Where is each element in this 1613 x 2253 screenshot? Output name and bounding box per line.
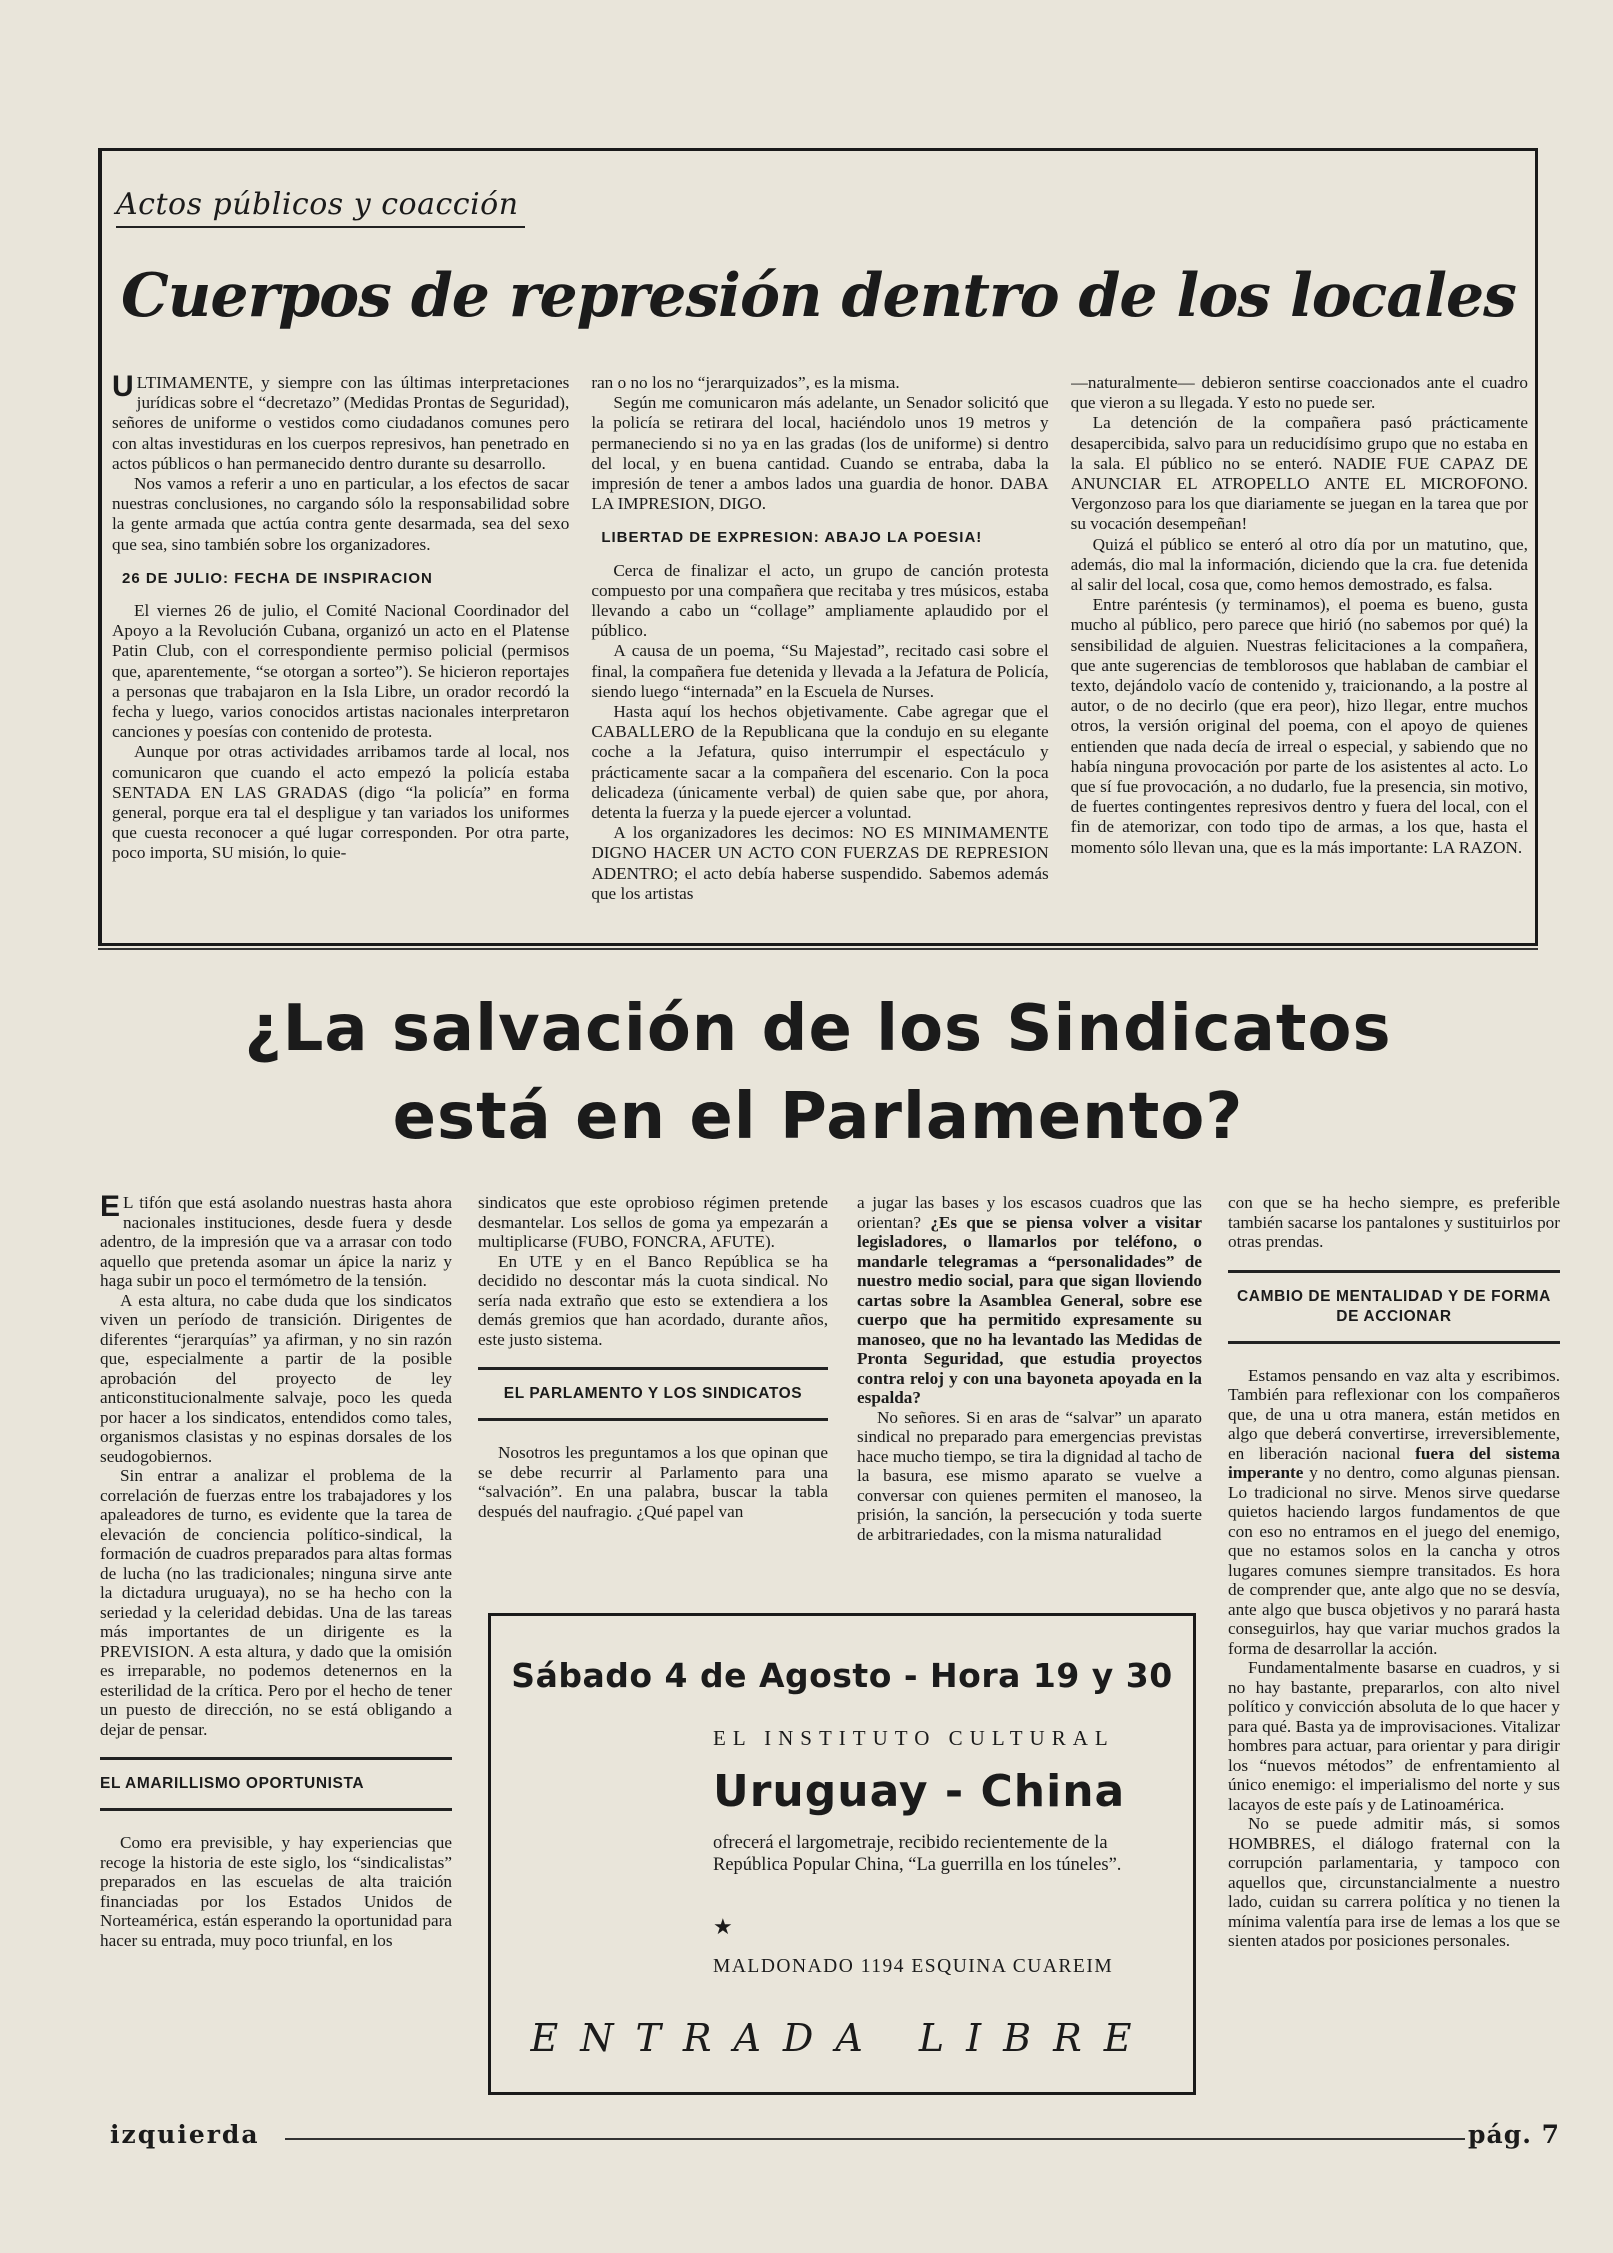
ad-organization-name: Uruguay - China	[713, 1766, 1126, 1817]
page-footer	[110, 2120, 1560, 2154]
ad-address: MALDONADO 1194 ESQUINA CUAREIM	[713, 1956, 1114, 1977]
paragraph: Quizá el público se enteró al otro día por un matutino, que, además, dio mal la información, diciendo que la cra. fue detenida al salir del local, cosa que, como hemos demostrado, es falsa.	[1070, 534, 1528, 595]
paragraph: ULTIMAMENTE, y siempre con las últimas interpretaciones jurídicas sobre el “decretazo” (Medidas Prontas de Seguridad), señores de uniforme o vestidos como ciudadanos comunes pero con altas investiduras en los cuerpos represivos, han penetrado en actos públicos o han permanecido dentro durante su desarrollo.	[112, 373, 570, 473]
headline-line: está en el Parlamento?	[392, 1080, 1244, 1154]
publication-name: izquierda	[110, 2120, 260, 2149]
article-column-1	[112, 373, 569, 933]
article-column-2	[591, 373, 1048, 933]
article-box-actos-publicos	[98, 148, 1538, 946]
star-icon: ★	[713, 1914, 733, 1939]
paragraph: Como era previsible, y hay experiencias que recoge la historia de este siglo, los “sindicalistas” preparados en las escuelas de alta traición financiadas por los Estados Unidos de Norteamérica, están esperando la oportunidad para hacer su entrada, muy poco triunfal, en los	[100, 1833, 452, 1950]
divider	[98, 948, 1538, 950]
drop-cap: U	[112, 373, 134, 403]
article-column-3	[1071, 373, 1528, 933]
subheading: EL AMARILLISMO OPORTUNISTA	[100, 1757, 452, 1811]
article-column-1	[100, 1193, 452, 2105]
article-column-4	[1228, 1193, 1560, 2105]
drop-cap: E	[100, 1193, 121, 1223]
paragraph: a jugar las bases y los escasos cuadros que las orientan? ¿Es que se piensa volver a visitar legisladores, o llamarlos por teléfono, o mandarle telegramas a “personalidades” de nuestro medio social, para que sigan lloviendo cartas sobre la Asamblea General, sobre ese cuerpo que ha permitido expresamente su manoseo, que no ha levantado las Medidas de Pronta Seguridad, que estudia proyectos contra reloj y con una bayoneta apoyada en la espalda?	[857, 1193, 1202, 1407]
ad-entry: ENTRADA LIBRE	[530, 2016, 1154, 2060]
paragraph: Nos vamos a referir a uno en particular, a los efectos de sacar nuestras conclusiones, no cargando sólo la responsabilidad sobre la gente armada que actúa contra gente desarmada, sea del sexo que sea, sino también sobre los organizadores.	[112, 474, 570, 554]
paragraph: A esta altura, no cabe duda que los sindicatos viven un período de transición. Dirigentes de diferentes “jerarquías” ya afirman, y no sin razón que, especialmente a partir de la posible aprobación del proyecto de ley anticonstitucionalmente salvaje, poco les queda por hacer a los sindicatos, entendidos como tales, organismos clasistas y no espinas dorsales de los seudogobiernos.	[100, 1290, 452, 1466]
article-headline-sindicatos	[98, 985, 1538, 1161]
paragraph: Cerca de finalizar el acto, un grupo de canción protesta compuesto por una compañera que recitaba y tres músicos, estaba llevando a cabo un “collage” ampliamente aplaudido por el público.	[591, 560, 1049, 641]
paragraph: No se puede admitir más, si somos HOMBRES, el diálogo fraternal con la corrupción parlamentaria, y tampoco con aquellos que, circunstancialmente a nuestro lado, cuidan su carrera política y no tienen la mínima valentía para irse de lemas a los que se sienten atados por posiciones personales.	[1228, 1814, 1560, 1950]
paragraph: A causa de un poema, “Su Majestad”, recitado casi sobre el final, la compañera fue detenida y llevada a la Jefatura de Policía, siendo luego “internada” en la Escuela de Nurses.	[591, 641, 1049, 701]
paragraph: No señores. Si en aras de “salvar” un aparato sindical no preparado para emergencias previstas hace mucho tiempo, se tira la dignidad al tacho de la basura, ese mismo aparato se vuelve a conversar con quienes permiten el manoseo, la prisión, la sanción, la persecución y toda suerte de arbitrariedades, con la misma naturalidad	[857, 1407, 1202, 1544]
ad-date: Sábado 4 de Agosto - Hora 19 y 30	[511, 1656, 1173, 1695]
subheading: CAMBIO DE MENTALIDAD Y DE FORMA DE ACCIONAR	[1228, 1270, 1560, 1344]
paragraph: E L tifón que está asolando nuestras hasta ahora nacionales instituciones, desde fuera y desde adentro, de la impresión que va a arrasar con todo aquello que pretenda asomar un ápice la nariz y haga subir un poco el termómetro de la tensión.	[100, 1193, 452, 1290]
article-headline: Cuerpos de represión dentro de los locales	[121, 261, 1516, 331]
ad-institute: EL INSTITUTO CULTURAL	[713, 1726, 1115, 1750]
paragraph: sindicatos que este oprobioso régimen pretende desmantelar. Los sellos de goma ya empezarán a multiplicarse (FUBO, FONCRA, AFUTE).	[478, 1193, 828, 1251]
subheading: 26 DE JULIO: FECHA DE INSPIRACION	[122, 569, 433, 587]
subheading: LIBERTAD DE EXPRESION: ABAJO LA POESIA!	[601, 529, 983, 547]
ad-description: ofrecerá el largometraje, recibido recientemente de la República Popular China, “La guerrilla en los túneles”.	[713, 1833, 1122, 1875]
paragraph: Estamos pensando en vaz alta y escribimos. También para reflexionar con los compañeros que, de una u otra manera, están metidos en algo que deberá convertirse, irreversiblemente, en liberación nacional fuera del sistema imperante y no dentro, como algunas piensan. Lo tradicional no sirve. Menos sirve quedarse quietos haciendo largos fundamentos de que con eso no entramos en el juego del enemigo, que no estamos solos en la cancha y otros lugares comunes siempre transitados. Es hora de comprender que, ante algo que no se desvía, ante algo que busca objetivos y no parará hasta conseguirlos, hay que variar muchos grados la forma de desarrollar la acción.	[1228, 1365, 1560, 1658]
paragraph: Nosotros les preguntamos a los que opinan que se debe recurrir al Parlamento para una “salvación”. En una palabra, buscar la tabla después del naufragio. ¿Qué papel van	[478, 1443, 828, 1521]
section-title: Actos públicos y coacción	[116, 187, 525, 228]
paragraph: Sin entrar a analizar el problema de la correlación de fuerzas entre los trabajadores y los apaleadores de turno, es evidente que la tarea de elevación de conciencia político-sindical, la formación de cuadros preparados para altas formas de lucha (no las tradicionales; ninguna sirve ante la dictadura uruguaya), no se ha hecho con la seriedad y la celeridad debidas. Una de las tareas más importantes de un dirigente es la PREVISION. A esta altura, y dado que la omisión es irreparable, no podemos detenernos en la esterilidad de la crítica. Pero por el hecho de tener un puesto de dirección, no se está obligando a dejar de pensar.	[100, 1466, 452, 1739]
paragraph: ran o no los no “jerarquizados”, es la misma.	[591, 373, 900, 392]
paragraph: con que se ha hecho siempre, es preferible también sacarse los pantalones y sustituirlos por otras prendas.	[1228, 1193, 1560, 1251]
paragraph: A los organizadores les decimos: NO ES MINIMAMENTE DIGNO HACER UN ACTO CON FUERZAS DE REPRESION ADENTRO; el acto debía haberse suspendido. Sabemos además que los artistas	[591, 823, 1049, 903]
paragraph: Fundamentalmente basarse en cuadros, y si no hay bastante, prepararlos, con alto nivel político y convicción absoluta de lo que hacer y para qué. Basta ya de improvisaciones. Vitalizar hombres para actuar, para orientar y para dirigir los “nuevos métodos” de enfrentamiento al único enemigo: el imperialismo del norte y sus lacayos de este país y de Latinoamérica.	[1228, 1658, 1560, 1814]
paragraph: Aunque por otras actividades arribamos tarde al local, nos comunicaron que cuando el acto empezó la policía estaba SENTADA EN LAS GRADAS (digo “la policía” en forma general, porque era tal el despligue y tan variados los uniformes que cuesta reconocer a qué lugar corresponden. Por otra parte, poco importa, SU misión, lo quie-	[112, 742, 570, 863]
event-advertisement	[488, 1613, 1196, 2095]
article-column-2	[478, 1193, 828, 1588]
article-columns	[112, 373, 1528, 933]
page-number: pág. 7	[1468, 2120, 1560, 2149]
paragraph: El viernes 26 de julio, el Comité Nacional Coordinador del Apoyo a la Revolución Cubana, organizó un acto en el Platense Patin Club, con el correspondiente permiso policial (permisos que, aparentemente, “se otorgan a sorteo”). Se hicieron reportajes a personas que trabajaron en la Isla Libre, un orador recordó la fecha y luego, varios conocidos artistas nacionales interpretaron canciones y poesías con contenido de protesta.	[112, 601, 570, 742]
paragraph: Según me comunicaron más adelante, un Senador solicitó que la policía se retirara del local, haciéndolo unos 19 metros y permaneciendo si no ya en las gradas (los de uniforme) si dentro del local, y en buena cantidad. Cuando se entraba, daba la impresión de tener a ambos lados una guardia de honor. DABA LA IMPRESION, DIGO.	[591, 393, 1049, 514]
paragraph: La detención de la compañera pasó prácticamente desapercibida, salvo para un reducidísimo grupo que no estaba en la sala. El público no se enteró. NADIE FUE CAPAZ DE ANUNCIAR EL ATROPELLO ANTE EL MICROFONO. Vergonzoso para los que diariamente se juegan en la tarea que por su vocación desempeñan!	[1070, 413, 1528, 534]
paragraph: Hasta aquí los hechos objetivamente. Cabe agregar que el CABALLERO de la Republicana que la condujo en su elegante coche a la Jefatura, quiso interrumpir el espectáculo y prácticamente sacar a la compañera del escenario. Con la poca delicadeza (únicamente verbal) de quien sabe que, por ahora, detenta la fuerza y la puede ejercer a voluntad.	[591, 702, 1049, 823]
paragraph: En UTE y en el Banco República se ha decidido no descontar más la cuota sindical. No sería nada extraño que esto se extendiera a los demás gremios que han acordado, durante años, este justo sistema.	[478, 1251, 828, 1349]
paragraph: —naturalmente— debieron sentirse coaccionados ante el cuadro que vieron a su llegada. Y esto no puede ser.	[1070, 373, 1528, 413]
paragraph: Entre paréntesis (y terminamos), el poema es bueno, gusta mucho al público, pero parece que hirió (no sabemos por qué) la sensibilidad de alguien. Nuestras felicitaciones a la compañera, que ante sugerencias de temblorosos que hablaban de cambiar el texto, dejándolo vacío de contenido y, traicionando, a la postre al autor, o de no decirlo (que era peor), hizo llegar, entre muchos otros, la versión original del poema, con el apoyo de quienes entienden que nada decía de irreal o especial, y sabiendo que no había ninguna provocación por parte de los asistentes al acto. Lo que sí fue provocación, a no dudarlo, fue la presencia, sin motivo, de fuertes contingentes represivos dentro y fuera del local, con el fin de atemorizar, con todo tipo de armas, a los que, hasta el momento sólo llevan una, que es la más importante: LA RAZON.	[1070, 595, 1528, 857]
headline-line: ¿La salvación de los Sindicatos	[244, 992, 1392, 1066]
subheading: EL PARLAMENTO Y LOS SINDICATOS	[478, 1367, 828, 1421]
footer-rule	[285, 2138, 1465, 2140]
article-column-3	[857, 1193, 1202, 1593]
